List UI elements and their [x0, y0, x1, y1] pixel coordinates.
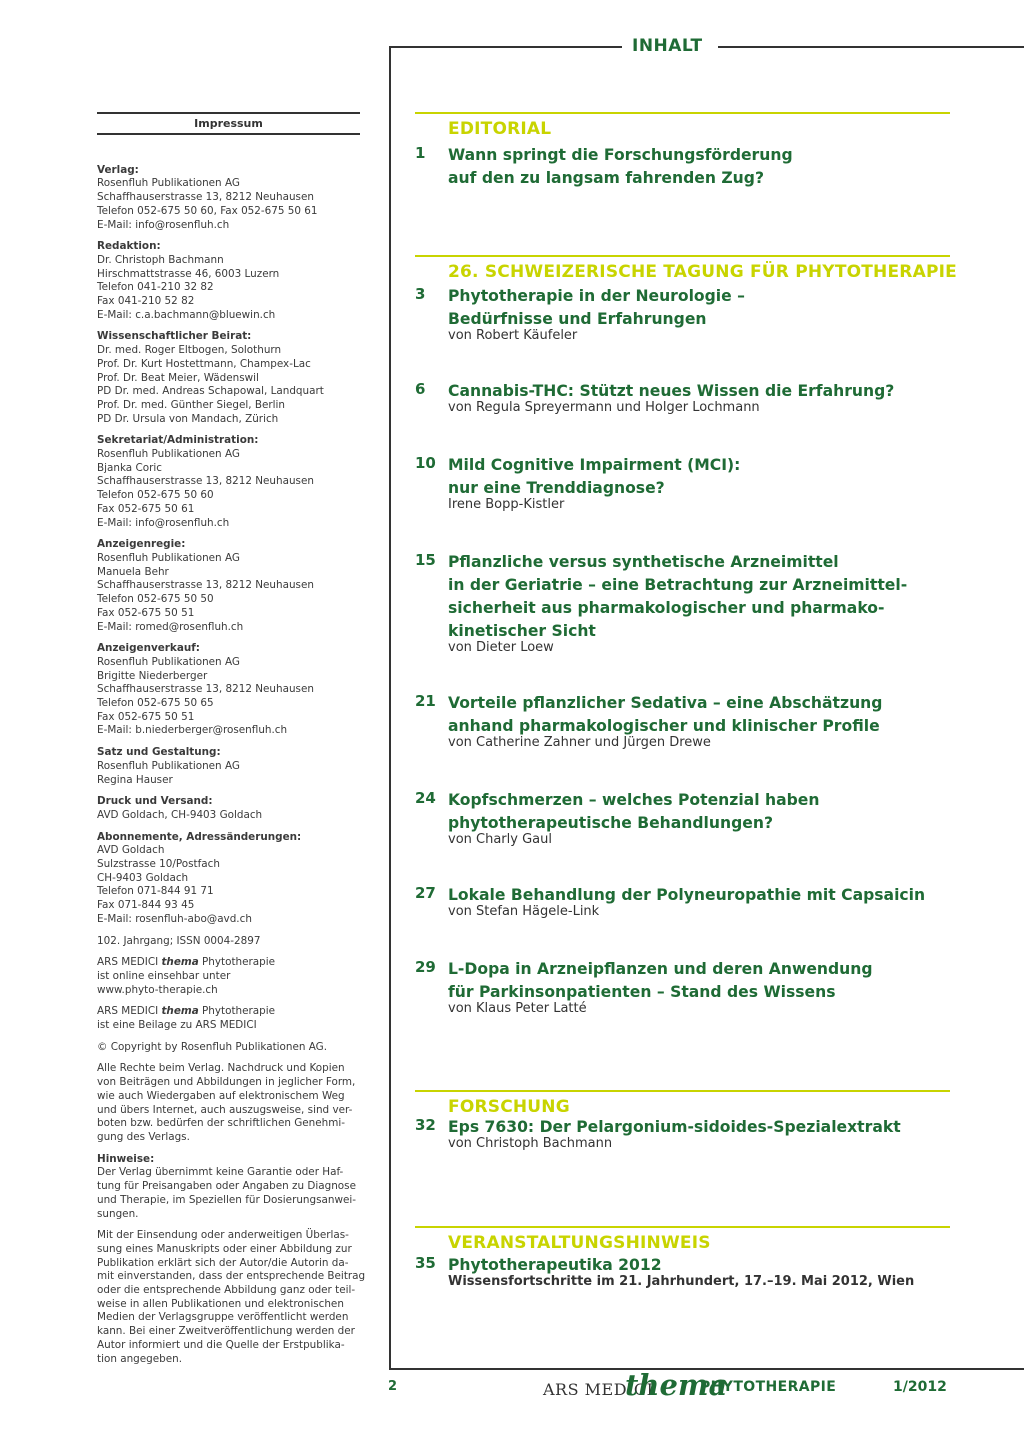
- toc-entry-title[interactable]: auf den zu langsam fahrenden Zug?: [448, 169, 764, 187]
- impressum-line: Schaffhauserstrasse 13, 8212 Neuhausen: [97, 683, 314, 696]
- toc-entry[interactable]: [415, 551, 975, 656]
- impressum-block: [97, 935, 360, 949]
- impressum-block: [97, 746, 360, 787]
- toc-entry-title[interactable]: sicherheit aus pharmakologischer und pharmako-: [448, 599, 885, 617]
- website-link[interactable]: www.phyto-therapie.ch: [97, 983, 218, 996]
- toc-entry-title[interactable]: Kopfschmerzen – welches Potenzial haben: [448, 791, 820, 809]
- toc-entry-text: [448, 380, 975, 416]
- toc-entry-text: [448, 454, 975, 513]
- impressum-line: Sulzstrasse 10/Postfach: [97, 858, 220, 871]
- section-rule: [415, 112, 950, 114]
- impressum-line: wie auch Wiedergaben auf elektronischem Weg: [97, 1089, 345, 1102]
- header-rule-right: [718, 46, 1024, 48]
- toc-entry-title[interactable]: Phytotherapie in der Neurologie –: [448, 287, 745, 305]
- toc-entry[interactable]: [415, 958, 975, 1017]
- impressum-block: [97, 434, 360, 530]
- impressum-block: [97, 164, 360, 233]
- impressum-block: [97, 330, 360, 426]
- frame-left-rule: [389, 46, 391, 1368]
- impressum-block: [97, 538, 360, 634]
- impressum-line[interactable]: E-Mail: b.niederberger@rosenfluh.ch: [97, 724, 288, 737]
- impressum-line: und übers Internet, auch auszugsweise, sind ver-: [97, 1103, 353, 1116]
- impressum-line: tion angegeben.: [97, 1352, 183, 1365]
- impressum-line: Mit der Einsendung oder anderweitigen Überlas-: [97, 1229, 349, 1242]
- toc-entry-author: von Christoph Bachmann: [448, 1136, 613, 1151]
- impressum-line: sung eines Manuskripts oder einer Abbildung zur: [97, 1242, 352, 1255]
- impressum-line: Alle Rechte beim Verlag. Nachdruck und Kopien: [97, 1062, 345, 1075]
- toc-entry-author: von Catherine Zahner und Jürgen Drewe: [448, 735, 711, 750]
- impressum-line: Prof. Dr. Beat Meier, Wädenswil: [97, 371, 259, 384]
- impressum-block: [97, 831, 360, 927]
- impressum-line: oder die entsprechende Abbildung ganz oder teil-: [97, 1284, 356, 1297]
- toc-entry-title[interactable]: kinetischer Sicht: [448, 622, 596, 640]
- toc-entry-text: [448, 958, 975, 1017]
- toc-entry-title[interactable]: Cannabis-THC: Stützt neues Wissen die Erfahrung?: [448, 382, 895, 400]
- footer-issue-number: 1/2012: [893, 1379, 947, 1395]
- impressum-line[interactable]: E-Mail: c.a.bachmann@bluewin.ch: [97, 308, 276, 321]
- impressum-line: AVD Goldach: [97, 844, 165, 857]
- impressum-line: AVD Goldach, CH-9403 Goldach: [97, 808, 263, 821]
- toc-entry-title[interactable]: anhand pharmakologischer und klinischer Profile: [448, 717, 880, 735]
- toc-entry-title[interactable]: Vorteile pflanzlicher Sedativa – eine Abschätzung: [448, 694, 883, 712]
- section-tagung: [415, 255, 957, 282]
- toc-entry-title[interactable]: Eps 7630: Der Pelargonium-sidoides-Spezialextrakt: [448, 1118, 901, 1136]
- toc-entry-title[interactable]: Bedürfnisse und Erfahrungen: [448, 310, 707, 328]
- impressum-blocks: [97, 164, 360, 949]
- section-rule: [415, 255, 950, 257]
- impressum-line: PD Dr. Ursula von Mandach, Zürich: [97, 412, 279, 425]
- impressum-line: und Therapie, im Speziellen für Dosierungsanwei-: [97, 1193, 356, 1206]
- impressum-label: Anzeigenverkauf:: [97, 642, 200, 655]
- toc-entry-text: [448, 1116, 975, 1152]
- hinweise-note: Hinweise: Der Verlag übernimmt keine Garantie oder Haf- tung für Preisangaben oder Angaben zu Diagnose und Therapie, im Speziellen für Dosierungsanwei- sungen.: [97, 1153, 360, 1222]
- impressum-label: Redaktion:: [97, 240, 161, 253]
- toc-page-number: 35: [415, 1254, 436, 1272]
- impressum-line: PD Dr. med. Andreas Schapowal, Landquart: [97, 385, 324, 398]
- toc-entry-author: von Stefan Hägele-Link: [448, 904, 600, 919]
- impressum-line: Dr. med. Roger Eltbogen, Solothurn: [97, 344, 282, 357]
- impressum-label: Wissenschaftlicher Beirat:: [97, 330, 252, 343]
- impressum-label: Druck und Versand:: [97, 795, 213, 808]
- toc-page-number: 3: [415, 285, 426, 303]
- impressum-line: Autor informiert und die Quelle der Erstpublika-: [97, 1338, 345, 1351]
- impressum-line: Regina Hauser: [97, 773, 173, 786]
- page-section-title: INHALT: [632, 36, 703, 56]
- impressum-line: tung für Preisangaben oder Angaben zu Diagnose: [97, 1180, 356, 1193]
- toc-entry[interactable]: [415, 692, 975, 751]
- impressum-line: Hirschmattstrasse 46, 6003 Luzern: [97, 267, 280, 280]
- page-number: 2: [388, 1379, 398, 1394]
- section-title: VERANSTALTUNGSHINWEIS: [448, 1233, 711, 1253]
- toc-entry-title[interactable]: Phytotherapeutika 2012: [448, 1256, 662, 1274]
- toc-entry[interactable]: [415, 285, 975, 344]
- impressum-line[interactable]: E-Mail: romed@rosenfluh.ch: [97, 620, 244, 633]
- toc-page-number: 32: [415, 1116, 436, 1134]
- logo-ars-medici: ARS MEDICI: [543, 1380, 654, 1399]
- impressum-line: Fax 052-675 50 61: [97, 502, 195, 515]
- header-rule-left: [390, 46, 622, 48]
- impressum-line[interactable]: E-Mail: rosenfluh-abo@avd.ch: [97, 912, 252, 925]
- impressum-block: [97, 240, 360, 322]
- toc-entry-author: von Regula Spreyermann und Holger Lochmann: [448, 400, 760, 415]
- copyright-note: © Copyright by Rosenfluh Publikationen AG.: [97, 1040, 328, 1053]
- toc-entry-title[interactable]: Wann springt die Forschungsförderung: [448, 146, 793, 164]
- impressum-line[interactable]: E-Mail: info@rosenfluh.ch: [97, 218, 230, 231]
- toc-entry-author: Irene Bopp-Kistler: [448, 497, 565, 512]
- impressum-line: Dr. Christoph Bachmann: [97, 253, 224, 266]
- toc-page-number: 1: [415, 144, 426, 162]
- toc-page-number: 6: [415, 380, 426, 398]
- toc-entry-text: [448, 884, 975, 920]
- impressum-line: weise in allen Publikationen und elektronischen: [97, 1297, 344, 1310]
- toc-entry-text: [448, 1254, 975, 1290]
- toc-entry-title[interactable]: phytotherapeutische Behandlungen?: [448, 814, 773, 832]
- logo-thema: thema: [625, 1368, 728, 1402]
- impressum-line: Fax 052-675 50 51: [97, 606, 195, 619]
- impressum-line: Rosenfluh Publikationen AG: [97, 177, 240, 190]
- section-forschung: [415, 1090, 950, 1117]
- toc-entry-title[interactable]: L-Dopa in Arzneipflanzen und deren Anwendung: [448, 960, 873, 978]
- thema-word: thema: [161, 956, 199, 969]
- section-rule: [415, 1226, 950, 1228]
- section-title: EDITORIAL: [448, 119, 552, 139]
- toc-entry-author: von Dieter Loew: [448, 640, 554, 655]
- toc-entry-author: von Robert Käufeler: [448, 328, 578, 343]
- impressum-line[interactable]: E-Mail: info@rosenfluh.ch: [97, 516, 230, 529]
- impressum-block: [97, 795, 360, 822]
- toc-entry[interactable]: [415, 454, 975, 513]
- impressum-label: Satz und Gestaltung:: [97, 746, 221, 759]
- impressum-label: Sekretariat/Administration:: [97, 434, 259, 447]
- toc-entry-title[interactable]: nur eine Trenddiagnose?: [448, 479, 665, 497]
- toc-page-number: 24: [415, 789, 436, 807]
- impressum-label: Abonnemente, Adressänderungen:: [97, 830, 302, 843]
- impressum-line: Telefon 052-675 50 65: [97, 697, 214, 710]
- toc-entry-title[interactable]: Lokale Behandlung der Polyneuropathie mit Capsaicin: [448, 886, 926, 904]
- impressum-line: Schaffhauserstrasse 13, 8212 Neuhausen: [97, 475, 314, 488]
- impressum-line: Fax 071-844 93 45: [97, 899, 195, 912]
- einsendung-note: [97, 1229, 366, 1366]
- online-note: ARS MEDICI thema Phytotherapie ist online einsehbar unter www.phyto-therapie.ch: [97, 956, 360, 997]
- toc-entry-author: von Klaus Peter Latté: [448, 1001, 587, 1016]
- impressum-line: Prof. Dr. med. Günther Siegel, Berlin: [97, 398, 285, 411]
- impressum-line: Schaffhauserstrasse 13, 8212 Neuhausen: [97, 191, 314, 204]
- toc-page-number: 21: [415, 692, 436, 710]
- toc-entry-text: [448, 285, 975, 344]
- impressum-line: Medien der Verlagsgruppe veröffentlicht werden: [97, 1311, 349, 1324]
- toc-page-number: 15: [415, 551, 436, 569]
- impressum-line: kann. Bei einer Zweitveröffentlichung werden der: [97, 1325, 355, 1338]
- toc-entry[interactable]: [415, 144, 975, 190]
- impressum-line: Telefon 071-844 91 71: [97, 885, 214, 898]
- impressum-line: von Beiträgen und Abbildungen in jeglicher Form,: [97, 1076, 356, 1089]
- impressum-line: Telefon 052-675 50 60: [97, 489, 214, 502]
- toc-page-number: 10: [415, 454, 436, 472]
- impressum-line: Fax 041-210 52 82: [97, 295, 195, 308]
- toc-entry-title[interactable]: Mild Cognitive Impairment (MCI):: [448, 456, 741, 474]
- toc-entry-text: [448, 551, 975, 656]
- footer-journal-name: PHYTOTHERAPIE: [700, 1379, 837, 1395]
- section-editorial: [415, 112, 950, 139]
- section-title: 26. SCHWEIZERISCHE TAGUNG FÜR PHYTOTHERAPIE: [448, 262, 957, 282]
- section-rule: [415, 1090, 950, 1092]
- section-veranstaltung: [415, 1226, 950, 1253]
- toc-entry-author: Wissensfortschritte im 21. Jahrhundert, 17.–19. Mai 2012, Wien: [448, 1274, 915, 1289]
- toc-page-number: 27: [415, 884, 436, 902]
- impressum-line: Telefon 052-675 50 60, Fax 052-675 50 61: [97, 204, 318, 217]
- thema-word: thema: [161, 1005, 199, 1018]
- impressum-line: Bjanka Coric: [97, 461, 162, 474]
- impressum-line: 102. Jahrgang; ISSN 0004-2897: [97, 934, 261, 947]
- impressum-column: [97, 112, 366, 1374]
- toc-entry-title[interactable]: für Parkinsonpatienten – Stand des Wissens: [448, 983, 836, 1001]
- impressum-line: Telefon 052-675 50 50: [97, 593, 214, 606]
- toc-entry[interactable]: [415, 1254, 975, 1290]
- toc-entry[interactable]: [415, 789, 975, 848]
- impressum-line: Rosenfluh Publikationen AG: [97, 759, 240, 772]
- impressum-heading: Impressum: [97, 112, 360, 135]
- toc-entry-author: von Charly Gaul: [448, 832, 552, 847]
- impressum-line: CH-9403 Goldach: [97, 871, 189, 884]
- section-title: FORSCHUNG: [448, 1097, 570, 1117]
- toc-entry-text: [448, 692, 975, 751]
- toc-entry[interactable]: [415, 380, 975, 416]
- toc-page-number: 29: [415, 958, 436, 976]
- impressum-line: gung des Verlags.: [97, 1131, 190, 1143]
- impressum-line: Rosenfluh Publikationen AG: [97, 655, 240, 668]
- impressum-label: Verlag:: [97, 163, 139, 176]
- impressum-line: Rosenfluh Publikationen AG: [97, 551, 240, 564]
- toc-entry[interactable]: [415, 1116, 975, 1152]
- toc-entry-text: [448, 789, 975, 848]
- impressum-line: Fax 052-675 50 51: [97, 710, 195, 723]
- toc-entry-text: [448, 144, 975, 190]
- impressum-label: Anzeigenregie:: [97, 538, 186, 551]
- impressum-block: [97, 642, 360, 738]
- impressum-line: boten bzw. bedürfen der schriftlichen Genehmi-: [97, 1117, 345, 1130]
- rights-note: [97, 1062, 360, 1144]
- impressum-line: Brigitte Niederberger: [97, 669, 208, 682]
- toc-entry[interactable]: [415, 884, 975, 920]
- impressum-line: Schaffhauserstrasse 13, 8212 Neuhausen: [97, 579, 314, 592]
- impressum-line: Publikation erklärt sich der Autor/die Autorin da-: [97, 1256, 349, 1269]
- impressum-line: sungen.: [97, 1207, 139, 1220]
- impressum-line: Telefon 041-210 32 82: [97, 281, 214, 294]
- toc-entry-title[interactable]: in der Geriatrie – eine Betrachtung zur Arzneimittel-: [448, 576, 908, 594]
- impressum-line: Prof. Dr. Kurt Hostettmann, Champex-Lac: [97, 357, 311, 370]
- impressum-line: Der Verlag übernimmt keine Garantie oder Haf-: [97, 1166, 344, 1179]
- impressum-line: mit einverstanden, dass der entsprechende Beitrag: [97, 1270, 366, 1283]
- toc-entry-title[interactable]: Pflanzliche versus synthetische Arzneimittel: [448, 553, 839, 571]
- impressum-line: Rosenfluh Publikationen AG: [97, 448, 240, 461]
- impressum-line: Manuela Behr: [97, 565, 169, 578]
- beilage-note: ARS MEDICI thema Phytotherapie ist eine Beilage zu ARS MEDICI: [97, 1005, 276, 1032]
